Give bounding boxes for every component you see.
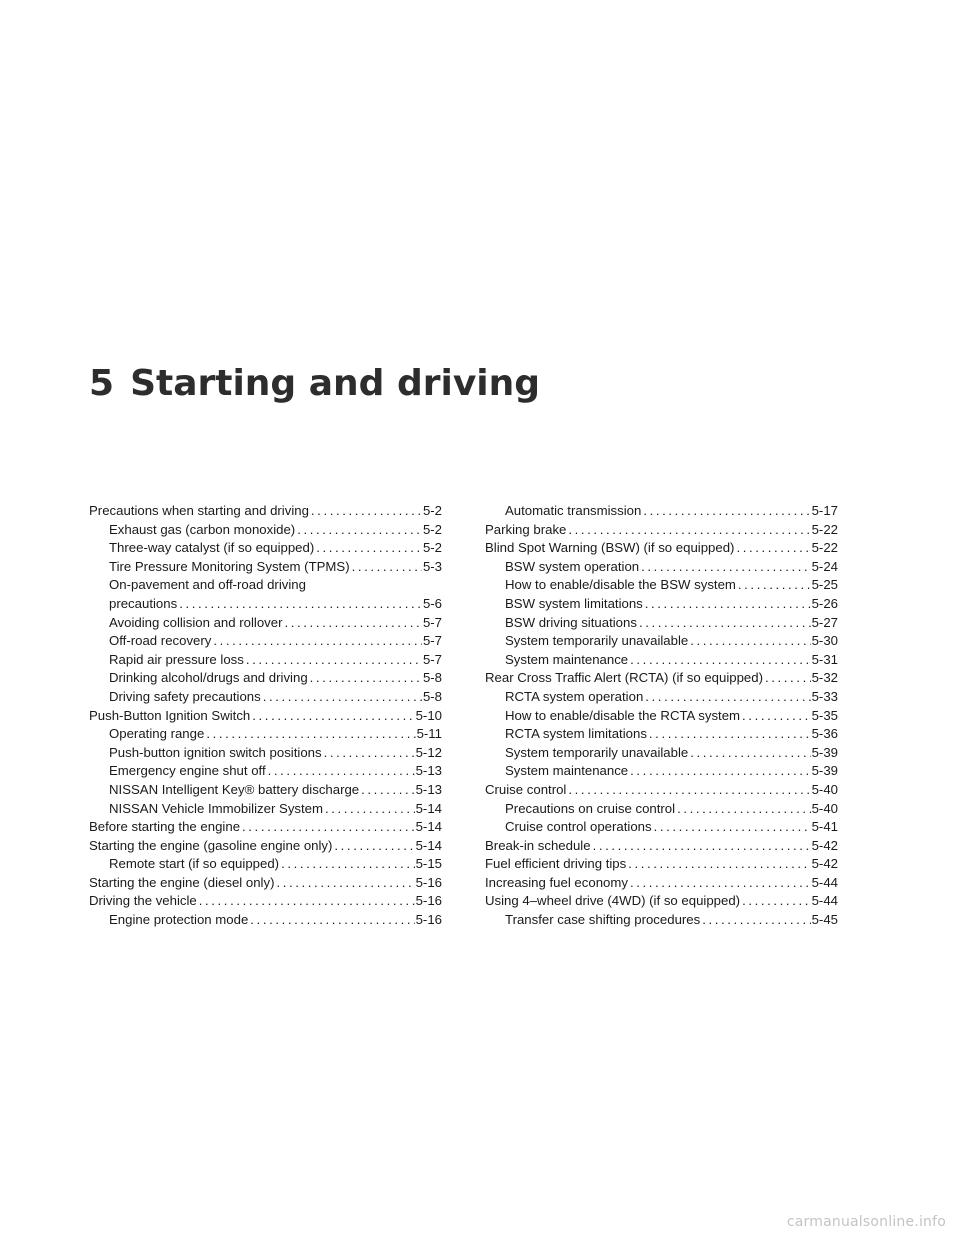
toc-entry-title: System temporarily unavailable bbox=[505, 632, 688, 651]
toc-entry-page: 5-15 bbox=[415, 856, 442, 872]
toc-entry[interactable] bbox=[485, 725, 838, 744]
toc-entry-title: Fuel efficient driving tips bbox=[485, 855, 626, 874]
toc-entry-page: 5-8 bbox=[422, 688, 442, 704]
toc-entry-title: Precautions on cruise control bbox=[505, 800, 675, 819]
dot-leader bbox=[297, 521, 422, 540]
toc-entry[interactable] bbox=[485, 521, 838, 540]
toc-entry-page: 5-7 bbox=[422, 633, 442, 649]
chapter-title-text: Starting and driving bbox=[130, 363, 541, 404]
toc-entry[interactable] bbox=[485, 744, 838, 763]
toc-entry[interactable] bbox=[485, 651, 838, 670]
toc-entry-title: Exhaust gas (carbon monoxide) bbox=[109, 521, 295, 540]
toc-entry-title: Driving the vehicle bbox=[89, 892, 197, 911]
toc-entry-page: 5-42 bbox=[811, 837, 838, 853]
toc-entry[interactable] bbox=[485, 855, 838, 874]
dot-leader bbox=[654, 818, 811, 837]
toc-entry-title: Rear Cross Traffic Alert (RCTA) (if so equipped) bbox=[485, 669, 763, 688]
toc-entry[interactable] bbox=[485, 707, 838, 726]
toc-entry-title: How to enable/disable the BSW system bbox=[505, 576, 736, 595]
toc-entry-page: 5-22 bbox=[811, 540, 838, 556]
dot-leader bbox=[268, 762, 415, 781]
toc-entry-page: 5-3 bbox=[422, 558, 442, 574]
toc-entry-page: 5-22 bbox=[811, 521, 838, 537]
dot-leader bbox=[630, 874, 811, 893]
dot-leader bbox=[645, 595, 811, 614]
toc-entry-page: 5-40 bbox=[811, 781, 838, 797]
dot-leader bbox=[310, 669, 422, 688]
toc-entry-title: Off-road recovery bbox=[109, 632, 211, 651]
toc-entry-title-line1: On-pavement and off-road driving bbox=[109, 577, 306, 593]
toc-entry[interactable] bbox=[89, 614, 442, 633]
toc-entry-page: 5-42 bbox=[811, 856, 838, 872]
toc-entry-title: System maintenance bbox=[505, 651, 628, 670]
dot-leader bbox=[324, 744, 415, 763]
toc-entry[interactable] bbox=[485, 502, 838, 521]
toc-entry-title: Starting the engine (diesel only) bbox=[89, 874, 274, 893]
dot-leader bbox=[702, 911, 810, 930]
toc-entry-title: precautions bbox=[109, 595, 177, 614]
toc-entry[interactable] bbox=[485, 669, 838, 688]
toc-entry[interactable] bbox=[89, 874, 442, 893]
dot-leader bbox=[179, 595, 422, 614]
toc-entry[interactable] bbox=[485, 558, 838, 577]
toc-entry-title: Break-in schedule bbox=[485, 837, 591, 856]
dot-leader bbox=[630, 651, 810, 670]
toc-entry-page: 5-13 bbox=[415, 781, 442, 797]
toc-entry-page: 5-16 bbox=[415, 893, 442, 909]
toc-entry-page: 5-39 bbox=[811, 744, 838, 760]
dot-leader bbox=[352, 558, 422, 577]
dot-leader bbox=[252, 707, 414, 726]
dot-leader bbox=[199, 892, 415, 911]
toc-entry[interactable] bbox=[89, 707, 442, 726]
toc-entry[interactable] bbox=[485, 614, 838, 633]
toc-entry[interactable] bbox=[485, 911, 838, 930]
toc-entry-title: Three-way catalyst (if so equipped) bbox=[109, 539, 314, 558]
toc-entry[interactable] bbox=[485, 837, 838, 856]
dot-leader bbox=[690, 744, 810, 763]
toc-entry-title: Drinking alcohol/drugs and driving bbox=[109, 669, 308, 688]
toc-entry-title: BSW driving situations bbox=[505, 614, 637, 633]
toc-entry-page: 5-31 bbox=[811, 651, 838, 667]
toc-entry[interactable] bbox=[485, 781, 838, 800]
toc-entry-title: Cruise control operations bbox=[505, 818, 652, 837]
toc-entry-title: Blind Spot Warning (BSW) (if so equipped) bbox=[485, 539, 734, 558]
dot-leader bbox=[736, 539, 810, 558]
toc-entry-page: 5-13 bbox=[415, 763, 442, 779]
dot-leader bbox=[738, 576, 811, 595]
toc-entry-title: Tire Pressure Monitoring System (TPMS) bbox=[109, 558, 350, 577]
toc-entry-title: RCTA system operation bbox=[505, 688, 643, 707]
toc-entry-page: 5-7 bbox=[422, 614, 442, 630]
toc-entry-title: Push-button ignition switch positions bbox=[109, 744, 322, 763]
toc-entry-page: 5-16 bbox=[415, 912, 442, 928]
toc-entry-page: 5-41 bbox=[811, 819, 838, 835]
toc-entry-page: 5-35 bbox=[811, 707, 838, 723]
toc-entry[interactable] bbox=[89, 558, 442, 577]
dot-leader bbox=[206, 725, 415, 744]
dot-leader bbox=[250, 911, 414, 930]
toc-entry-title: Rapid air pressure loss bbox=[109, 651, 244, 670]
toc-entry-page: 5-30 bbox=[811, 633, 838, 649]
toc-entry-page: 5-24 bbox=[811, 558, 838, 574]
toc-entry-page: 5-14 bbox=[415, 819, 442, 835]
toc-entry[interactable] bbox=[89, 837, 442, 856]
toc-entry[interactable] bbox=[89, 781, 442, 800]
dot-leader bbox=[281, 855, 415, 874]
toc-entry[interactable] bbox=[89, 762, 442, 781]
toc-entry-title: Before starting the engine bbox=[89, 818, 240, 837]
toc-entry[interactable] bbox=[89, 744, 442, 763]
toc-entry[interactable] bbox=[485, 874, 838, 893]
dot-leader bbox=[568, 521, 810, 540]
dot-leader bbox=[641, 558, 810, 577]
toc-entry-title: Avoiding collision and rollover bbox=[109, 614, 283, 633]
toc-entry-title: NISSAN Intelligent Key® battery discharge bbox=[109, 781, 359, 800]
toc-entry-page: 5-40 bbox=[811, 800, 838, 816]
toc-entry-page: 5-33 bbox=[811, 688, 838, 704]
dot-leader bbox=[765, 669, 811, 688]
toc-entry-page: 5-12 bbox=[415, 744, 442, 760]
toc-entry[interactable] bbox=[485, 539, 838, 558]
toc-column-left bbox=[89, 502, 442, 930]
dot-leader bbox=[628, 855, 810, 874]
toc-entry[interactable] bbox=[89, 502, 442, 521]
toc-entry-title: Starting the engine (gasoline engine only) bbox=[89, 837, 332, 856]
toc-entry-page: 5-45 bbox=[811, 912, 838, 928]
toc-entry-title: NISSAN Vehicle Immobilizer System bbox=[109, 800, 323, 819]
toc-entry-page: 5-44 bbox=[811, 874, 838, 890]
toc-entry[interactable] bbox=[89, 521, 442, 540]
toc-entry-page: 5-14 bbox=[415, 837, 442, 853]
toc-entry-title: BSW system limitations bbox=[505, 595, 643, 614]
toc-entry-title: Driving safety precautions bbox=[109, 688, 261, 707]
dot-leader bbox=[361, 781, 414, 800]
dot-leader bbox=[242, 818, 415, 837]
toc-entry-title: Parking brake bbox=[485, 521, 566, 540]
dot-leader bbox=[639, 614, 811, 633]
toc-entry-title: Using 4–wheel drive (4WD) (if so equipped) bbox=[485, 892, 740, 911]
dot-leader bbox=[311, 502, 422, 521]
toc-entry-page: 5-25 bbox=[811, 577, 838, 593]
toc-entry[interactable] bbox=[485, 818, 838, 837]
toc-entry-page: 5-2 bbox=[422, 503, 442, 518]
toc-entry-title: RCTA system limitations bbox=[505, 725, 647, 744]
toc-entry-title: Engine protection mode bbox=[109, 911, 248, 930]
toc-entry-page: 5-2 bbox=[422, 540, 442, 556]
toc-entry[interactable] bbox=[485, 800, 838, 819]
toc-entry[interactable] bbox=[89, 800, 442, 819]
toc-entry[interactable] bbox=[89, 855, 442, 874]
toc-entry-page: 5-39 bbox=[811, 763, 838, 779]
toc-entry[interactable] bbox=[485, 688, 838, 707]
toc-entry[interactable] bbox=[89, 651, 442, 670]
dot-leader bbox=[285, 614, 422, 633]
toc-entry-page: 5-10 bbox=[415, 707, 442, 723]
toc-entry-page: 5-44 bbox=[811, 893, 838, 909]
toc-entry[interactable] bbox=[485, 892, 838, 911]
toc-entry-title: Increasing fuel economy bbox=[485, 874, 628, 893]
dot-leader bbox=[742, 707, 811, 726]
toc-entry[interactable] bbox=[89, 725, 442, 744]
toc-entry-title: Transfer case shifting procedures bbox=[505, 911, 700, 930]
toc-column-right bbox=[485, 502, 838, 930]
dot-leader bbox=[643, 502, 810, 521]
toc-entry-page: 5-2 bbox=[422, 521, 442, 537]
toc-entry-title: Emergency engine shut off bbox=[109, 762, 266, 781]
toc-entry-title: Automatic transmission bbox=[505, 502, 641, 521]
toc-entry[interactable] bbox=[89, 818, 442, 837]
toc-entry[interactable] bbox=[89, 688, 442, 707]
toc-entry-page: 5-17 bbox=[811, 503, 838, 518]
toc-entry-title: Push-Button Ignition Switch bbox=[89, 707, 250, 726]
toc-entry[interactable] bbox=[89, 892, 442, 911]
toc-entry[interactable] bbox=[485, 762, 838, 781]
dot-leader bbox=[568, 781, 810, 800]
dot-leader bbox=[593, 837, 811, 856]
dot-leader bbox=[649, 725, 811, 744]
dot-leader bbox=[263, 688, 422, 707]
toc-entry[interactable] bbox=[89, 669, 442, 688]
toc-entry[interactable] bbox=[89, 576, 442, 613]
toc-entry-page: 5-14 bbox=[415, 800, 442, 816]
toc-entry[interactable] bbox=[485, 595, 838, 614]
toc-entry[interactable] bbox=[485, 576, 838, 595]
toc-entry-title: How to enable/disable the RCTA system bbox=[505, 707, 740, 726]
toc-entry-title: Precautions when starting and driving bbox=[89, 502, 309, 521]
toc-entry-title: System maintenance bbox=[505, 762, 628, 781]
toc-entry[interactable] bbox=[89, 539, 442, 558]
toc-entry[interactable] bbox=[89, 632, 442, 651]
toc-entry-page: 5-7 bbox=[422, 651, 442, 667]
chapter-title bbox=[89, 362, 540, 406]
dot-leader bbox=[213, 632, 422, 651]
toc-entry-page: 5-11 bbox=[416, 726, 442, 742]
dot-leader bbox=[316, 539, 422, 558]
toc-entry-page: 5-32 bbox=[811, 670, 838, 686]
dot-leader bbox=[677, 800, 811, 819]
toc-entry-page: 5-36 bbox=[811, 726, 838, 742]
toc-entry-title: Cruise control bbox=[485, 781, 566, 800]
toc-entry-title: System temporarily unavailable bbox=[505, 744, 688, 763]
dot-leader bbox=[246, 651, 422, 670]
toc-entry-page: 5-27 bbox=[811, 614, 838, 630]
dot-leader bbox=[645, 688, 810, 707]
dot-leader bbox=[276, 874, 414, 893]
toc-entry-page: 5-8 bbox=[422, 670, 442, 686]
toc-entry-title: Remote start (if so equipped) bbox=[109, 855, 279, 874]
toc-entry[interactable] bbox=[485, 632, 838, 651]
chapter-number: 5 bbox=[89, 363, 115, 404]
dot-leader bbox=[690, 632, 810, 651]
dot-leader bbox=[742, 892, 811, 911]
toc-entry-page: 5-6 bbox=[422, 595, 442, 611]
toc-entry-title: Operating range bbox=[109, 725, 204, 744]
toc-entry-page: 5-16 bbox=[415, 874, 442, 890]
dot-leader bbox=[325, 800, 415, 819]
toc-entry-page: 5-26 bbox=[811, 595, 838, 611]
dot-leader bbox=[334, 837, 414, 856]
footer-watermark: carmanualsonline.info bbox=[786, 1214, 946, 1230]
toc-entry[interactable] bbox=[89, 911, 442, 930]
dot-leader bbox=[630, 762, 810, 781]
toc-entry-title: BSW system operation bbox=[505, 558, 639, 577]
